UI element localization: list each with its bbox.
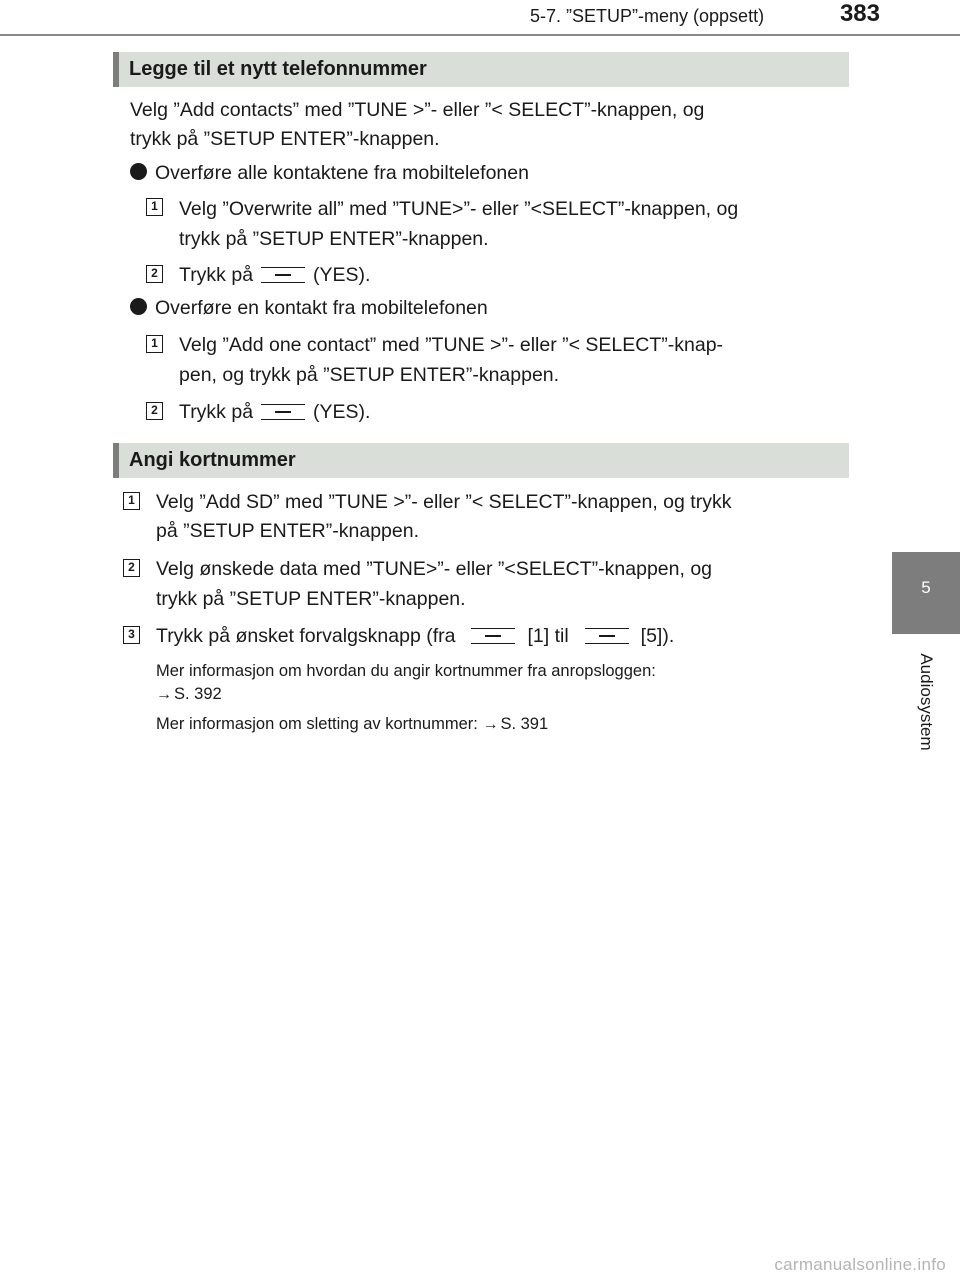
phone-key-icon [261,404,305,420]
step-text: Velg ”Add one contact” med ”TUNE >”- eller ”< SELECT”-knap- [179,334,724,356]
step-text-prefix: Trykk på [179,264,254,286]
header-section-title: 5-7. ”SETUP”-meny (oppsett) [530,6,765,26]
step-text [156,620,842,652]
step-text: Velg ”Add SD” med ”TUNE >”- eller ”< SELECT”-knappen, og trykk [156,491,732,513]
section-heading-add-number: Legge til et nytt telefonnummer [113,52,849,87]
step-text: på ”SETUP ENTER”-knappen. [156,520,419,542]
step-text: trykk på ”SETUP ENTER”-knappen. [179,228,489,250]
chapter-tab: 5 [892,552,960,634]
watermark: carmanualsonline.info [774,1255,946,1274]
arrow-right-icon: → [482,716,499,733]
preset-key-icon [585,628,629,644]
bullet-transfer-all [130,157,842,189]
step-text-suffix: (YES). [313,401,371,423]
step-text: trykk på ”SETUP ENTER”-knappen. [156,588,466,610]
section1-intro-line2: trykk på ”SETUP ENTER”-knappen. [130,128,440,150]
section-heading-speed-dial: Angi kortnummer [113,443,849,478]
step-number-box: 3 [123,626,140,644]
step-number-box: 1 [146,335,163,353]
preset-key-icon [471,628,515,644]
step-text-part: [5]). [640,625,675,647]
header-divider [0,34,960,36]
arrow-right-icon: → [156,686,172,703]
step-text-part: Trykk på ønsket forvalgsknapp (fra [156,625,456,647]
step-text-prefix: Trykk på [179,401,254,423]
page-number: 383 [839,0,880,27]
step-text [179,259,842,291]
note-call-history: Mer informasjon om hvordan du angir kortnummer fra anropsloggen: [156,662,656,680]
page-reference: S. 391 [500,715,549,733]
step-number-box: 2 [123,559,140,577]
step-text: Velg ønskede data med ”TUNE>”- eller ”<SELECT”-knappen, og [156,558,713,580]
bullet-transfer-one [130,292,842,324]
section1-intro-line1: Velg ”Add contacts” med ”TUNE >”- eller ”< SELECT”-knappen, og [130,99,705,121]
chapter-title: Audiosystem [917,653,936,751]
phone-key-icon [261,267,305,283]
step-text-part: [1] til [527,625,569,647]
step-text-suffix: (YES). [313,264,371,286]
bullet-icon [130,298,147,315]
bullet-transfer-one-text: Overføre en kontakt fra mobiltelefonen [155,297,488,319]
step-number-box: 1 [123,492,140,510]
bullet-icon [130,163,147,180]
step-text [179,396,842,428]
note-call-history-ref [156,683,842,706]
step-number-box: 1 [146,198,163,216]
step-text: pen, og trykk på ”SETUP ENTER”-knappen. [179,364,560,386]
step-text: Velg ”Overwrite all” med ”TUNE>”- eller ”<SELECT”-knappen, og [179,198,739,220]
note-text: Mer informasjon om sletting av kortnummer: [156,715,478,733]
step-number-box: 2 [146,402,163,420]
page-reference: S. 392 [174,685,222,703]
step-number-box: 2 [146,265,163,283]
bullet-transfer-all-text: Overføre alle kontaktene fra mobiltelefonen [155,162,529,184]
note-delete-speed-dial [156,713,842,736]
